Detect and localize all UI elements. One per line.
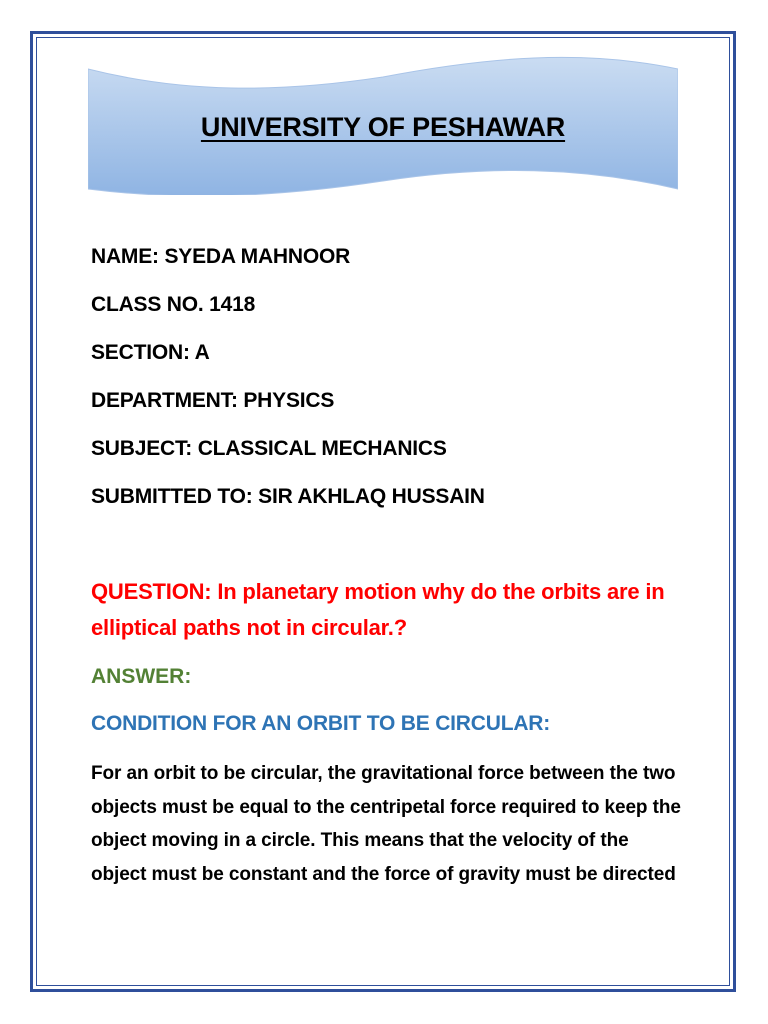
title-banner: [88, 55, 678, 195]
section: SECTION: A: [91, 341, 210, 364]
student-name: NAME: SYEDA MAHNOOR: [91, 245, 351, 268]
question-text: QUESTION: In planetary motion why do the orbits are in elliptical paths not in circular.?: [91, 579, 665, 640]
class-number: CLASS NO. 1418: [91, 293, 256, 316]
answer-heading: CONDITION FOR AN ORBIT TO BE CIRCULAR:: [91, 712, 551, 735]
answer-paragraph: For an orbit to be circular, the gravitational force between the two objects must be equal to the centripetal force required to keep the object moving in a circle. This means that the velocity of the object must be constant and the force of gravity must be directed: [91, 763, 681, 886]
student-info-list: [91, 240, 485, 528]
answer-label: ANSWER:: [91, 665, 192, 688]
page-title: UNIVERSITY OF PESHAWAR: [200, 112, 566, 142]
subject: SUBJECT: CLASSICAL MECHANICS: [91, 437, 447, 460]
submitted-to: SUBMITTED TO: SIR AKHLAQ HUSSAIN: [91, 485, 485, 508]
department: DEPARTMENT: PHYSICS: [91, 389, 335, 412]
